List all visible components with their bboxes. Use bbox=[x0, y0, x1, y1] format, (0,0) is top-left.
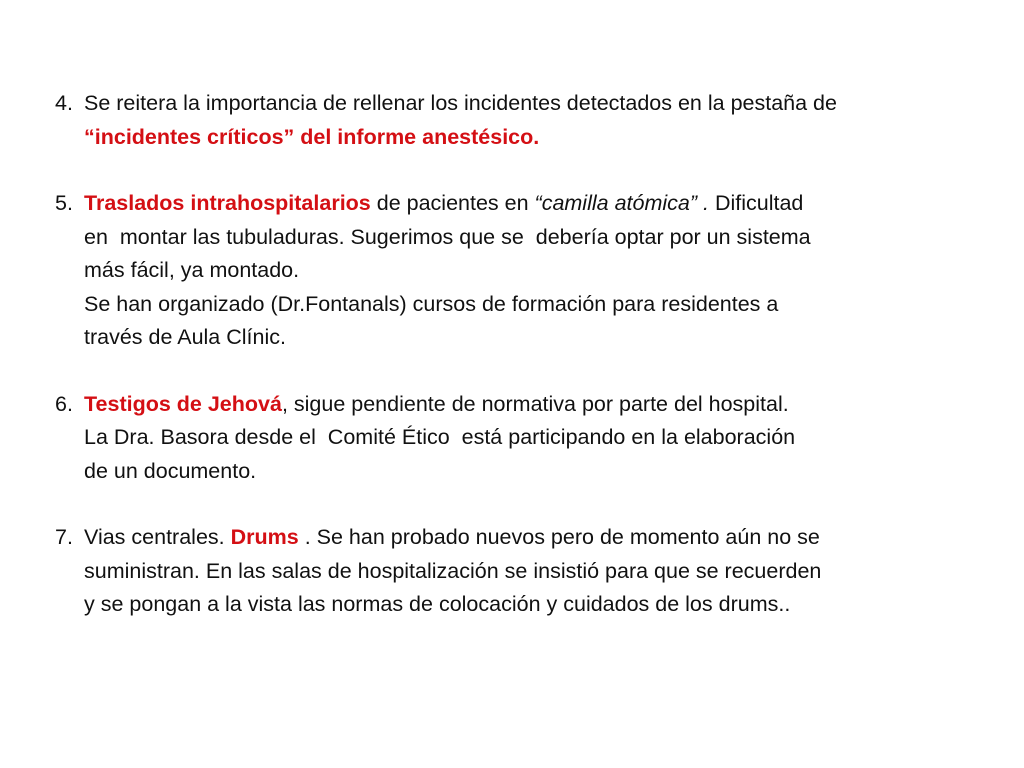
item-5-line-5: través de Aula Clínic. bbox=[84, 325, 286, 349]
item-6-line-1 bbox=[55, 388, 1005, 422]
list-item-5 bbox=[55, 187, 1005, 355]
item-7-text-b: . Se han probado nuevos pero de momento aún no se bbox=[298, 525, 820, 549]
item-5-line-2: en montar las tubuladuras. Sugerimos que se debería optar por un sistema bbox=[84, 224, 811, 249]
item-5-line-4: Se han organizado (Dr.Fontanals) cursos de formación para residentes a bbox=[84, 291, 779, 316]
item-4-highlight: “incidentes críticos” del informe anestésico. bbox=[84, 124, 540, 149]
item-7-highlight: Drums bbox=[230, 525, 299, 549]
item-7-line-3: y se pongan a la vista las normas de colocación y cuidados de los drums.. bbox=[84, 592, 791, 616]
numbered-list bbox=[55, 87, 1005, 622]
item-5-italic: “camilla atómica” . bbox=[534, 191, 709, 215]
list-item-6 bbox=[55, 388, 1005, 489]
list-item-4 bbox=[55, 87, 1005, 154]
item-4-line-1 bbox=[55, 87, 1005, 121]
spacer bbox=[55, 488, 1005, 521]
item-6-highlight: Testigos de Jehová bbox=[84, 391, 282, 416]
item-6-line-3: de un documento. bbox=[84, 458, 257, 483]
item-6-number: 6. bbox=[55, 391, 73, 416]
item-5-text-a: de pacientes en bbox=[370, 191, 535, 215]
item-6-line-2: La Dra. Basora desde el Comité Ético está participando en la elaboración bbox=[84, 425, 796, 449]
item-7-text-a: Vias centrales. bbox=[84, 525, 231, 549]
item-4-line-2 bbox=[55, 121, 1005, 155]
item-5-highlight: Traslados intrahospitalarios bbox=[84, 191, 371, 215]
item-7-line-2: suministran. En las salas de hospitalización se insistió para que se recuerden bbox=[84, 558, 822, 583]
item-6-text: , sigue pendiente de normativa por parte del hospital. bbox=[281, 391, 789, 416]
item-4-number: 4. bbox=[55, 91, 73, 115]
item-5-line-1 bbox=[55, 187, 1005, 221]
item-7-line-1 bbox=[55, 521, 1005, 555]
item-5-line-3: más fácil, ya montado. bbox=[84, 258, 300, 282]
spacer bbox=[55, 355, 1005, 388]
item-5-text-b: Dificultad bbox=[708, 191, 804, 215]
item-5-number: 5. bbox=[55, 191, 73, 215]
item-4-text: Se reitera la importancia de rellenar los incidentes detectados en la pestaña de bbox=[84, 91, 837, 115]
spacer bbox=[55, 154, 1005, 187]
list-item-7 bbox=[55, 521, 1005, 622]
item-7-number: 7. bbox=[55, 525, 73, 549]
